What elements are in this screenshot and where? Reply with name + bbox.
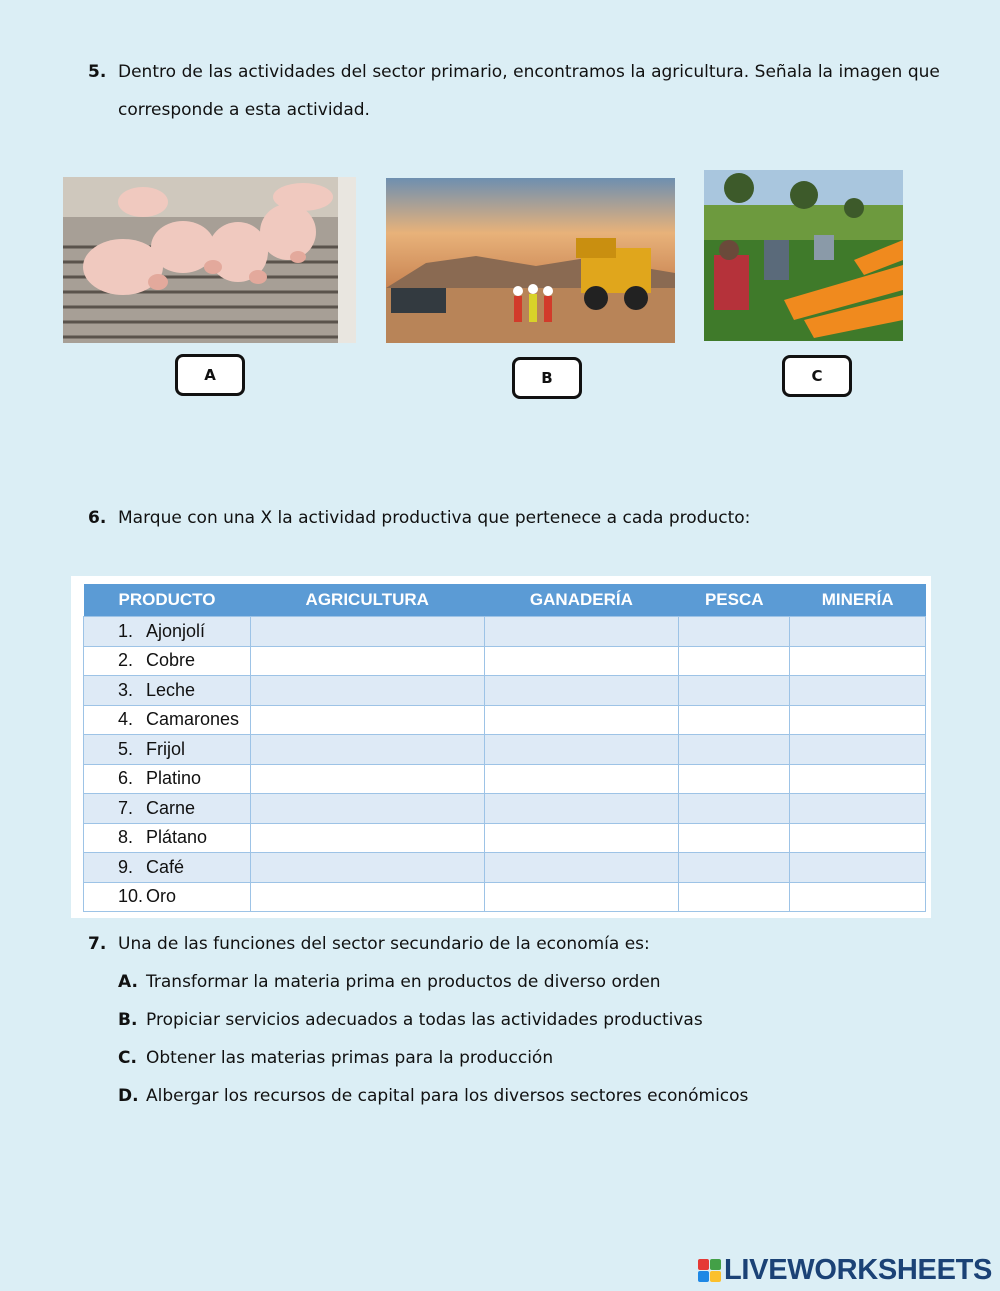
answer-cell-pesca[interactable] — [679, 646, 790, 676]
answer-cell-mineria[interactable] — [790, 705, 926, 735]
answer-cell-agricultura[interactable] — [251, 794, 485, 824]
q5-word: que — [907, 62, 940, 82]
option-c-box[interactable]: C — [782, 355, 852, 397]
answer-cell-pesca[interactable] — [679, 764, 790, 794]
answer-cell-ganaderia[interactable] — [484, 676, 679, 706]
mining-truck-image — [386, 178, 675, 343]
answer-cell-agricultura[interactable] — [251, 882, 485, 912]
header-mineria: MINERÍA — [790, 584, 926, 617]
answer-cell-ganaderia[interactable] — [484, 823, 679, 853]
option-letter: A. — [118, 972, 138, 992]
answer-cell-mineria[interactable] — [790, 617, 926, 647]
question-5 — [88, 53, 940, 129]
product-name: Oro — [146, 886, 177, 907]
answer-cell-agricultura[interactable] — [251, 823, 485, 853]
product-name: Café — [146, 856, 185, 877]
answer-cell-pesca[interactable] — [679, 823, 790, 853]
product-name: Camarones — [146, 709, 240, 730]
table-row — [84, 646, 926, 676]
question-7-option-c[interactable] — [88, 1039, 748, 1077]
logo-square-blue — [698, 1271, 709, 1282]
answer-cell-pesca[interactable] — [679, 882, 790, 912]
product-cell — [84, 823, 251, 853]
option-text: Propiciar servicios adecuados a todas las actividades productivas — [146, 1010, 703, 1030]
product-name: Carne — [146, 797, 196, 818]
agriculture-harvest-image — [704, 170, 903, 341]
q5-word: la — [630, 62, 646, 82]
product-number: 6. — [118, 768, 134, 789]
q5-word: la — [817, 62, 833, 82]
q5-word: sector — [372, 62, 426, 82]
q5-word: agricultura. — [651, 62, 750, 82]
product-cell — [84, 646, 251, 676]
option-letter: C. — [118, 1048, 137, 1068]
question-5-number: 5. — [88, 62, 107, 82]
q5-word: Dentro — [118, 62, 177, 82]
answer-cell-mineria[interactable] — [790, 882, 926, 912]
answer-cell-mineria[interactable] — [790, 794, 926, 824]
logo-text: LIVEWORKSHEETS — [724, 1254, 993, 1286]
q5-word: encontramos — [513, 62, 625, 82]
product-number: 2. — [118, 650, 134, 671]
answer-cell-agricultura[interactable] — [251, 853, 485, 883]
q5-word: las — [208, 62, 233, 82]
answer-cell-mineria[interactable] — [790, 853, 926, 883]
table-row — [84, 882, 926, 912]
products-table-body — [84, 617, 926, 912]
question-7-option-a[interactable] — [88, 963, 748, 1001]
option-a-box[interactable]: A — [175, 354, 245, 396]
answer-cell-pesca[interactable] — [679, 735, 790, 765]
answer-cell-ganaderia[interactable] — [484, 705, 679, 735]
live-logo-icon — [698, 1259, 721, 1282]
product-name: Cobre — [146, 650, 196, 671]
header-agricultura: AGRICULTURA — [251, 584, 485, 617]
option-text: Albergar los recursos de capital para los diversos sectores económicos — [146, 1086, 749, 1106]
q5-word: primario, — [430, 62, 508, 82]
answer-cell-pesca[interactable] — [679, 794, 790, 824]
q5-word: del — [340, 62, 367, 82]
product-cell — [84, 676, 251, 706]
table-row — [84, 764, 926, 794]
product-number: 9. — [118, 856, 134, 877]
answer-cell-ganaderia[interactable] — [484, 735, 679, 765]
product-name: Leche — [146, 679, 196, 700]
question-5-line-1 — [88, 53, 940, 91]
answer-cell-agricultura[interactable] — [251, 646, 485, 676]
question-7-number: 7. — [88, 934, 107, 954]
answer-cell-pesca[interactable] — [679, 617, 790, 647]
product-name: Plátano — [146, 827, 208, 848]
q5-word: actividades — [237, 62, 336, 82]
header-ganaderia: GANADERÍA — [484, 584, 679, 617]
product-number: 10. — [118, 886, 144, 907]
answer-cell-ganaderia[interactable] — [484, 853, 679, 883]
q5-word: Señala — [754, 62, 813, 82]
product-cell — [84, 764, 251, 794]
question-7-text: Una de las funciones del sector secundario de la economía es: — [118, 934, 650, 954]
option-letter: D. — [118, 1086, 139, 1106]
logo-square-green — [710, 1259, 721, 1270]
question-7-option-b[interactable] — [88, 1001, 748, 1039]
answer-cell-pesca[interactable] — [679, 853, 790, 883]
answer-cell-ganaderia[interactable] — [484, 794, 679, 824]
logo-square-yellow — [710, 1271, 721, 1282]
answer-cell-mineria[interactable] — [790, 764, 926, 794]
table-row — [84, 794, 926, 824]
product-cell — [84, 705, 251, 735]
answer-cell-ganaderia[interactable] — [484, 646, 679, 676]
table-header-row — [84, 584, 926, 617]
answer-cell-agricultura[interactable] — [251, 764, 485, 794]
product-cell — [84, 735, 251, 765]
question-5-line-2: corresponde a esta actividad. — [118, 100, 370, 120]
question-7 — [88, 925, 748, 1115]
answer-cell-ganaderia[interactable] — [484, 882, 679, 912]
option-text: Obtener las materias primas para la producción — [146, 1048, 554, 1068]
product-number: 5. — [118, 738, 134, 759]
product-name: Platino — [146, 768, 202, 789]
product-cell — [84, 853, 251, 883]
product-name: Ajonjolí — [146, 620, 206, 641]
product-cell — [84, 882, 251, 912]
product-cell — [84, 794, 251, 824]
product-name: Frijol — [146, 738, 185, 759]
question-6-text: Marque con una X la actividad productiva que pertenece a cada producto: — [118, 508, 751, 528]
question-6 — [88, 499, 750, 537]
q5-word: imagen — [838, 62, 903, 82]
answer-cell-pesca[interactable] — [679, 676, 790, 706]
answer-cell-pesca[interactable] — [679, 705, 790, 735]
product-number: 4. — [118, 709, 134, 730]
answer-cell-mineria[interactable] — [790, 823, 926, 853]
table-row — [84, 853, 926, 883]
option-b-box[interactable]: B — [512, 357, 582, 399]
products-table-container — [71, 576, 931, 918]
question-7-stem — [88, 925, 748, 963]
option-letter: B. — [118, 1010, 138, 1030]
table-row — [84, 823, 926, 853]
answer-cell-mineria[interactable] — [790, 646, 926, 676]
question-7-option-d[interactable] — [88, 1077, 748, 1115]
product-cell — [84, 617, 251, 647]
table-row — [84, 705, 926, 735]
answer-cell-mineria[interactable] — [790, 676, 926, 706]
logo-square-red — [698, 1259, 709, 1270]
table-row — [84, 617, 926, 647]
question-5-words — [118, 53, 940, 91]
answer-cell-ganaderia[interactable] — [484, 764, 679, 794]
answer-cell-agricultura[interactable] — [251, 735, 485, 765]
header-producto: PRODUCTO — [84, 584, 251, 617]
product-number: 1. — [118, 620, 134, 641]
q5-word: de — [181, 62, 203, 82]
answer-cell-agricultura[interactable] — [251, 705, 485, 735]
answer-cell-agricultura[interactable] — [251, 676, 485, 706]
liveworksheets-logo — [698, 1254, 992, 1287]
answer-cell-ganaderia[interactable] — [484, 617, 679, 647]
pigs-farm-image — [63, 177, 356, 343]
question-6-number: 6. — [88, 508, 107, 528]
product-number: 3. — [118, 679, 134, 700]
answer-cell-mineria[interactable] — [790, 735, 926, 765]
product-number: 8. — [118, 827, 134, 848]
table-row — [84, 676, 926, 706]
option-text: Transformar la materia prima en productos de diverso orden — [146, 972, 661, 992]
table-row — [84, 735, 926, 765]
header-pesca: PESCA — [679, 584, 790, 617]
answer-cell-agricultura[interactable] — [251, 617, 485, 647]
products-table — [83, 584, 926, 912]
product-number: 7. — [118, 797, 134, 818]
